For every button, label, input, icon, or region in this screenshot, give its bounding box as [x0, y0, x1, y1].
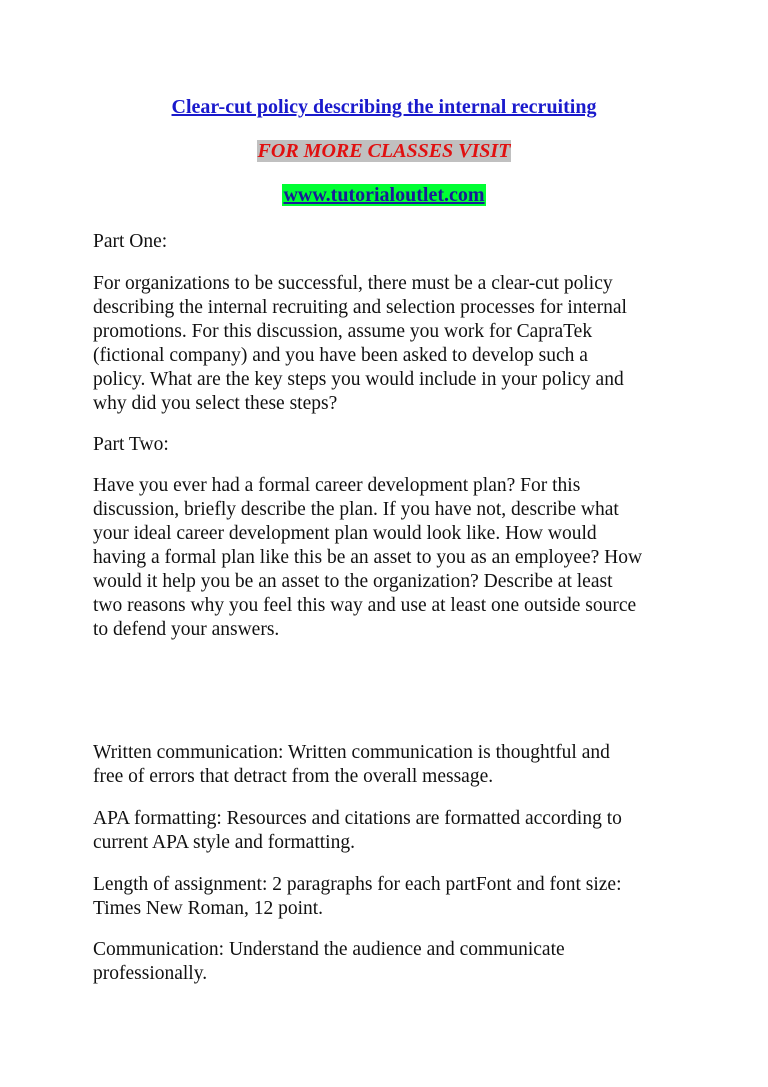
promo-text: FOR MORE CLASSES VISIT — [257, 140, 511, 162]
text-line: Times New Roman, 12 point. — [93, 898, 324, 919]
text-line: Communication: Understand the audience and communicate — [93, 939, 565, 960]
text-line: two reasons why you feel this way and use at least one outside source — [93, 595, 637, 616]
text-line: having a formal plan like this be an asset to you as an employee? How — [93, 547, 643, 568]
text-line: policy. What are the key steps you would include in your policy and — [93, 369, 624, 390]
text-line: promotions. For this discussion, assume you work for CapraTek — [93, 321, 593, 342]
text-line: (fictional company) and you have been asked to develop such a — [93, 345, 588, 366]
criterion-communication — [93, 938, 565, 986]
text-line: why did you select these steps? — [93, 393, 338, 414]
text-line: discussion, briefly describe the plan. If you have not, describe what — [93, 499, 619, 520]
document-title — [0, 95, 768, 119]
part-one-heading: Part One: — [93, 231, 168, 252]
text-line: free of errors that detract from the overall message. — [93, 766, 494, 787]
promo-banner — [0, 139, 768, 163]
text-line: Written communication: Written communication is thoughtful and — [93, 742, 610, 763]
website-banner — [0, 183, 768, 207]
part-two-paragraph — [93, 474, 642, 642]
part-one-paragraph — [93, 272, 627, 416]
text-line: professionally. — [93, 963, 208, 984]
title-link[interactable]: Clear-cut policy describing the internal recruiting — [171, 96, 597, 118]
criterion-length — [93, 873, 622, 921]
website-link[interactable]: www.tutorialoutlet.com — [283, 184, 485, 206]
text-line: current APA style and formatting. — [93, 832, 355, 853]
part-two-heading: Part Two: — [93, 434, 169, 455]
criterion-written-communication — [93, 741, 610, 789]
text-line: Length of assignment: 2 paragraphs for each partFont and font size: — [93, 874, 622, 895]
text-line: For organizations to be successful, there must be a clear-cut policy — [93, 273, 613, 294]
text-line: Have you ever had a formal career development plan? For this — [93, 475, 581, 496]
text-line: describing the internal recruiting and selection processes for internal — [93, 297, 627, 318]
text-line: would it help you be an asset to the organization? Describe at least — [93, 571, 613, 592]
text-line: APA formatting: Resources and citations are formatted according to — [93, 808, 622, 829]
text-line: your ideal career development plan would look like. How would — [93, 523, 597, 544]
criterion-apa-formatting — [93, 807, 622, 855]
text-line: to defend your answers. — [93, 619, 280, 640]
